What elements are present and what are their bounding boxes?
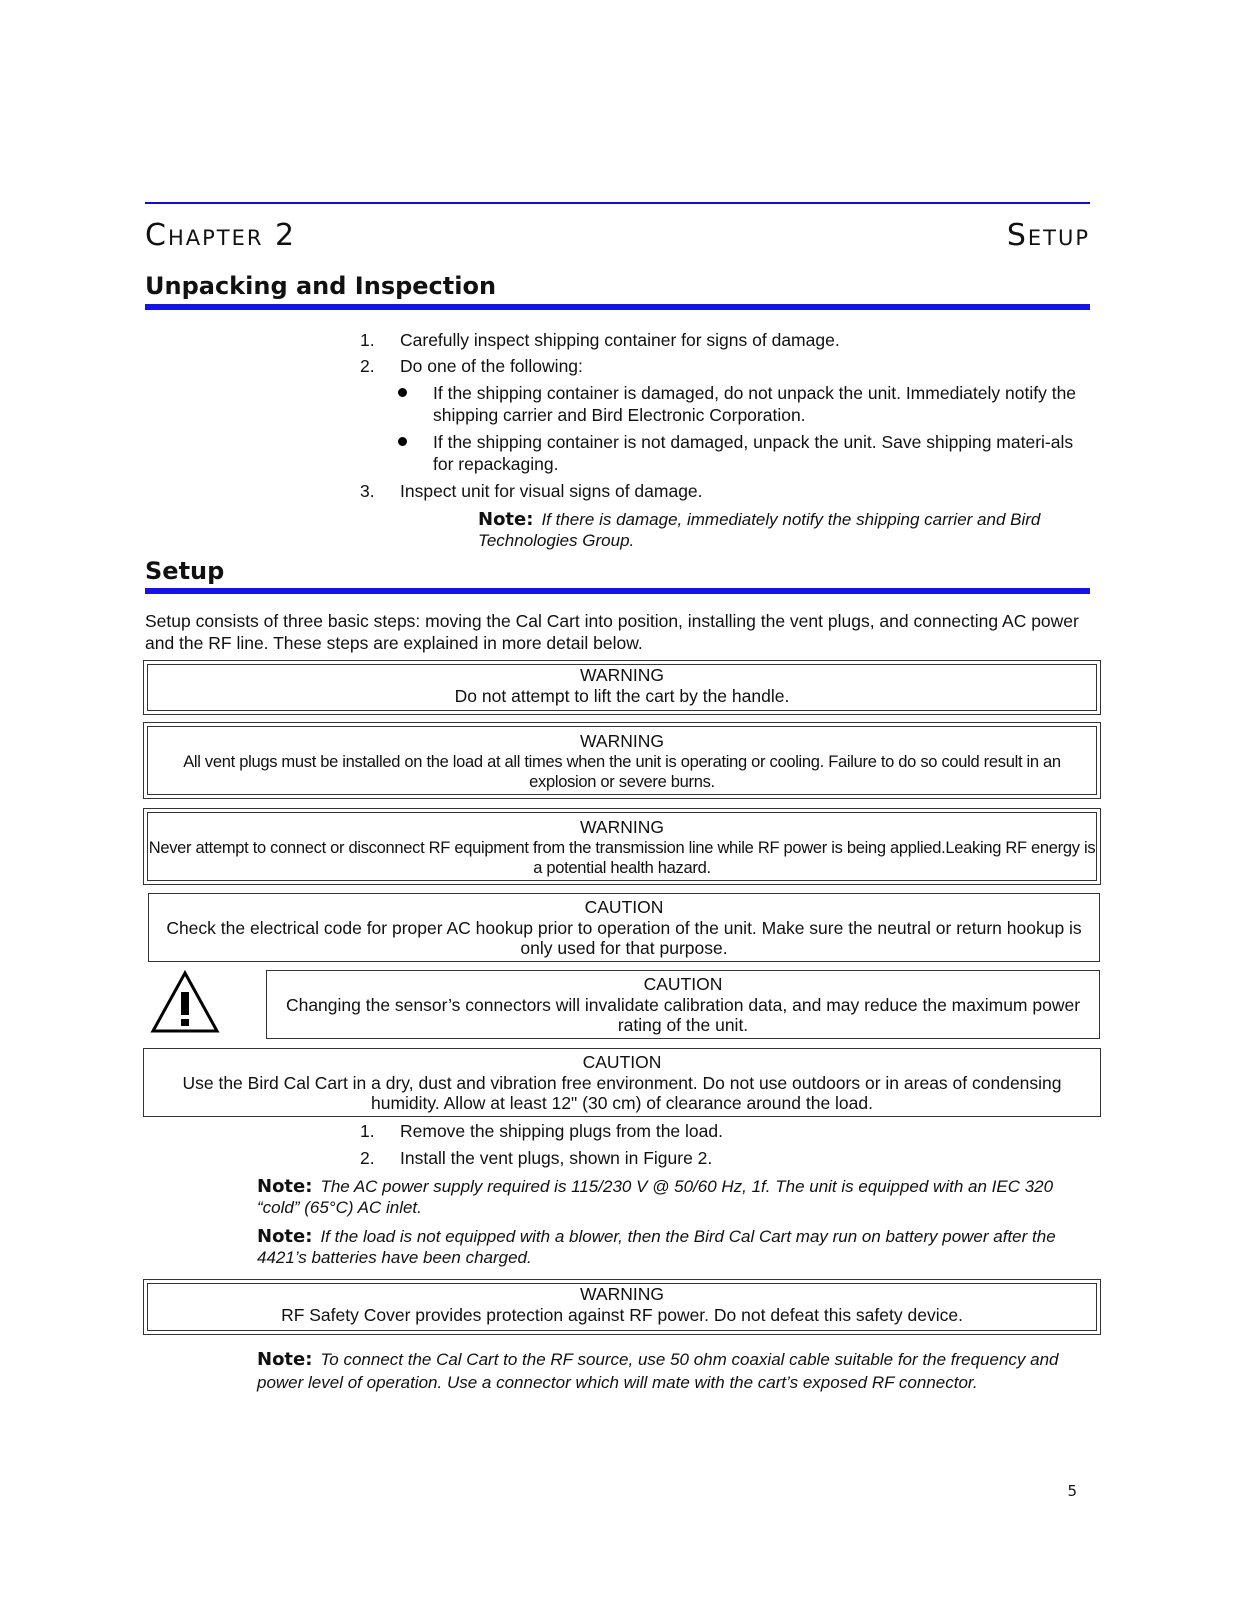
- section-rule: [145, 588, 1090, 594]
- header-rule: [145, 202, 1090, 204]
- bullet-icon: [398, 437, 407, 446]
- caution-title: CAUTION: [643, 974, 723, 994]
- warning-text: All vent plugs must be installed on the load at all times when the unit is operating or cooling. Failure to do so could result in an explosion or severe burns.: [183, 752, 1061, 791]
- warning-text: Never attempt to connect or disconnect RF equipment from the transmission line while RF power is being applied.Leaking RF energy is a potential health hazard.: [148, 838, 1096, 877]
- list-text: Do one of the following:: [400, 356, 583, 376]
- warning-title: WARNING: [580, 817, 664, 837]
- list-number: 3.: [360, 481, 375, 501]
- list-number: 2.: [360, 356, 375, 376]
- section-rule: [145, 304, 1090, 310]
- caution-box: [266, 970, 1100, 1039]
- warning-box: [143, 660, 1101, 715]
- note-label: Note:: [257, 1176, 313, 1197]
- caution-box: [143, 1048, 1101, 1117]
- chapter-title: Setup: [1006, 218, 1090, 253]
- warning-triangle-icon: [150, 970, 220, 1034]
- note-label: Note:: [257, 1349, 313, 1370]
- page-number: 5: [1067, 1482, 1077, 1500]
- bullet-icon: [398, 388, 407, 397]
- list-text: Remove the shipping plugs from the load.: [400, 1121, 723, 1141]
- note: [257, 1176, 1077, 1218]
- warning-title: WARNING: [580, 665, 664, 685]
- bullet-text: If the shipping container is not damaged, unpack the unit. Save shipping materi-als for repackaging.: [433, 432, 1074, 474]
- section-heading-unpacking: Unpacking and Inspection: [145, 272, 497, 300]
- list-text: Inspect unit for visual signs of damage.: [400, 481, 703, 501]
- note-label: Note:: [478, 509, 534, 530]
- list-number: 1.: [360, 1121, 375, 1141]
- chapter-label: Chapter 2: [145, 218, 297, 253]
- note-label: Note:: [257, 1226, 313, 1247]
- caution-title: CAUTION: [582, 1052, 662, 1072]
- list-number: 1.: [360, 330, 375, 350]
- note-text: To connect the Cal Cart to the RF source, use 50 ohm coaxial cable suitable for the frequency and power level of operation. Use a connector which will mate with the cart’s exposed RF connector.: [257, 1350, 1059, 1392]
- warning-title: WARNING: [580, 1284, 664, 1304]
- caution-title: CAUTION: [584, 897, 664, 917]
- caution-text: Changing the sensor’s connectors will invalidate calibration data, and may reduce the maximum power rating of the unit.: [285, 994, 1081, 1035]
- warning-box: [143, 722, 1101, 799]
- warning-text: RF Safety Cover provides protection against RF power. Do not defeat this safety device.: [281, 1304, 963, 1325]
- caution-text: Use the Bird Cal Cart in a dry, dust and vibration free environment. Do not use outdoors or in areas of condensing humidity. Allow at least 12" (30 cm) of clearance around the load.: [182, 1072, 1062, 1113]
- note-text: If the load is not equipped with a blower, then the Bird Cal Cart may run on battery power after the 4421’s batteries have been charged.: [257, 1227, 1056, 1267]
- setup-intro: Setup consists of three basic steps: moving the Cal Cart into position, installing the vent plugs, and connecting AC power and the RF line. These steps are explained in more detail below.: [145, 611, 1079, 653]
- list-number: 2.: [360, 1148, 375, 1168]
- note-text: If there is damage, immediately notify the shipping carrier and Bird Technologies Group.: [478, 510, 1041, 550]
- note: [478, 509, 1078, 551]
- warning-box: [143, 808, 1101, 885]
- warning-box: [143, 1279, 1101, 1335]
- caution-box: [148, 893, 1100, 962]
- warning-title: WARNING: [580, 731, 664, 751]
- note-text: The AC power supply required is 115/230 V @ 50/60 Hz, 1f. The unit is equipped with an IEC 320 “cold” (65°C) AC inlet.: [257, 1177, 1054, 1217]
- note: [257, 1226, 1077, 1268]
- list-text: Carefully inspect shipping container for signs of damage.: [400, 330, 840, 350]
- caution-text: Check the electrical code for proper AC hookup prior to operation of the unit. Make sure the neutral or return hookup is only used for that purpose.: [166, 917, 1082, 958]
- list-text: Install the vent plugs, shown in Figure 2.: [400, 1148, 713, 1168]
- note: [257, 1348, 1077, 1394]
- bullet-text: If the shipping container is damaged, do not unpack the unit. Immediately notify the shipping carrier and Bird Electronic Corporation.: [433, 383, 1077, 425]
- section-heading-setup: Setup: [145, 557, 225, 585]
- warning-text: Do not attempt to lift the cart by the handle.: [454, 685, 790, 706]
